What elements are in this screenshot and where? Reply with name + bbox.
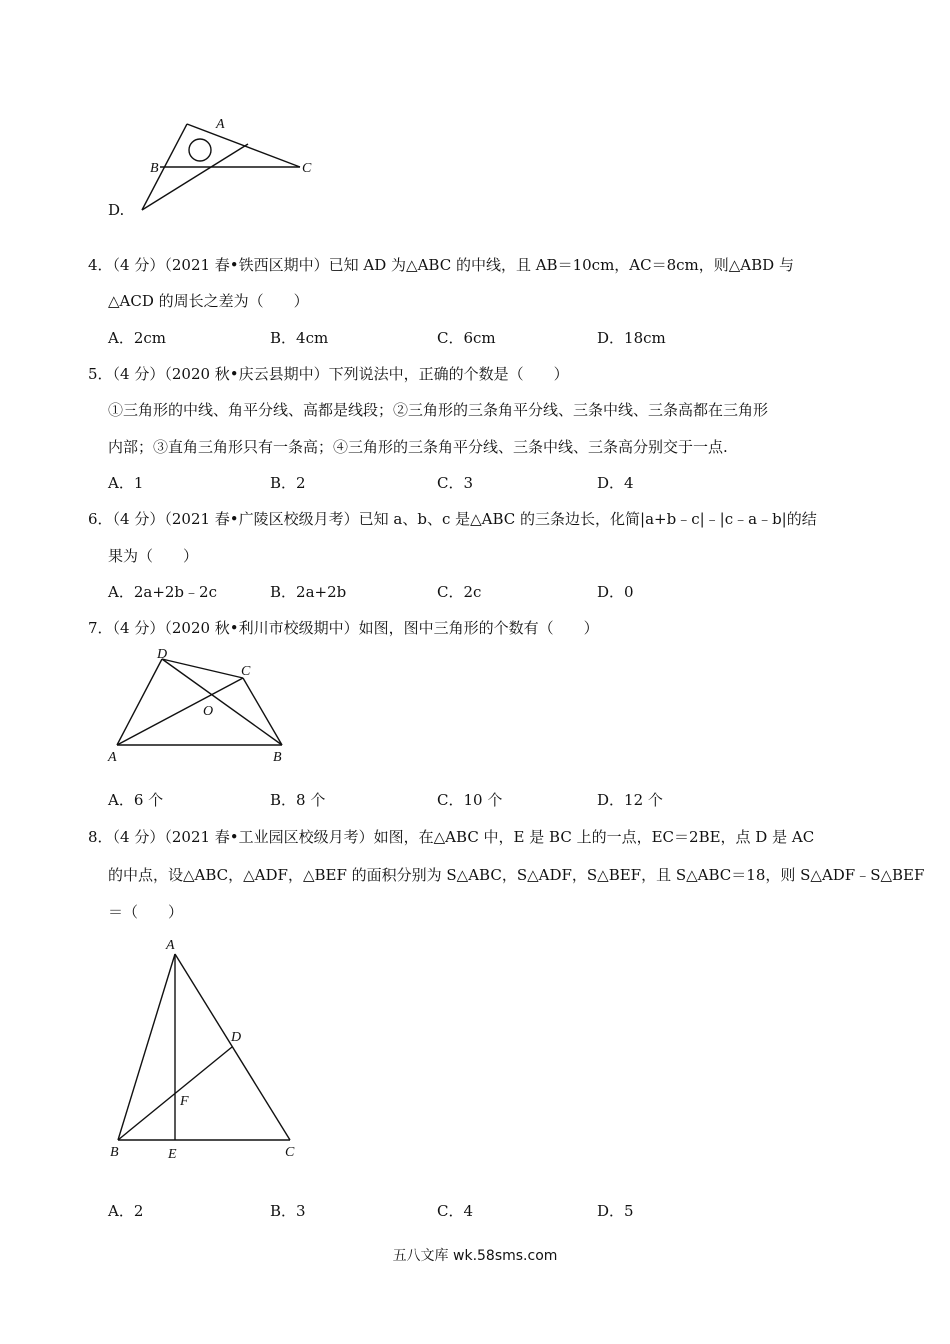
q6-stem-line2: 果为（ ） <box>108 547 199 565</box>
q4-stem-line1: 4．（4 分）（2021 春•铁西区期中）已知 AD 为△ABC 的中线，且 AB＝10cm，AC＝8cm，则△ABD 与 <box>88 256 794 274</box>
q7-option-c: C．10 个 <box>437 791 503 809</box>
q8-stem-line2: 的中点，设△ABC，△ADF，△BEF 的面积分别为 S△ABC，S△ADF，S△BEF，且 S△ABC＝18，则 S△ADF﹣S△BEF <box>108 866 925 884</box>
q8-stem-line3: ＝（ ） <box>108 903 184 921</box>
q7-option-d: D．12 个 <box>597 791 663 809</box>
q3-label-a: A <box>216 117 225 132</box>
footer-watermark: 五八文库 wk.58sms.com <box>392 1248 558 1264</box>
q8-triangle-figure <box>100 930 310 1165</box>
q5-stem-line2: ①三角形的中线、角平分线、高都是线段；②三角形的三条角平分线、三条中线、三条高都在三角形 <box>108 401 769 419</box>
q5-option-a: A．1 <box>108 474 144 492</box>
q7-label-o: O <box>203 704 214 719</box>
q3-label-c: C <box>302 161 312 176</box>
q8-option-b: B．3 <box>270 1202 306 1220</box>
q5-stem-line1: 5．（4 分）（2020 秋•庆云县期中）下列说法中，正确的个数是（ ） <box>88 365 569 383</box>
q4-option-d: D．18cm <box>597 329 666 347</box>
q7-stem-line1: 7．（4 分）（2020 秋•利川市校级期中）如图，图中三角形的个数有（ ） <box>88 619 599 637</box>
q8-label-e: E <box>168 1147 177 1162</box>
q6-option-d: D．0 <box>597 583 634 601</box>
q5-option-d: D．4 <box>597 474 634 492</box>
q7-label-b: B <box>273 750 282 765</box>
q8-label-c: C <box>285 1145 295 1160</box>
q4-option-c: C．6cm <box>437 329 496 347</box>
q8-option-d: D．5 <box>597 1202 634 1220</box>
q5-option-b: B．2 <box>270 474 306 492</box>
q8-option-a: A．2 <box>108 1202 144 1220</box>
q6-option-b: B．2a+2b <box>270 583 347 601</box>
q7-label-a: A <box>108 750 117 765</box>
q8-option-c: C．4 <box>437 1202 474 1220</box>
q5-stem-line3: 内部；③直角三角形只有一条高；④三角形的三条角平分线、三条中线、三条高分别交于一点. <box>108 438 728 456</box>
q4-stem-line2: △ACD 的周长之差为（ ） <box>108 292 309 310</box>
q8-label-b: B <box>110 1145 119 1160</box>
q8-label-a: A <box>166 938 175 953</box>
q6-option-a: A．2a+2b﹣2c <box>108 583 217 601</box>
q8-label-f: F <box>180 1094 189 1109</box>
q8-label-d: D <box>231 1030 242 1045</box>
q3-option-d-figure <box>130 110 330 220</box>
q7-label-d: D <box>157 647 168 662</box>
q6-option-c: C．2c <box>437 583 482 601</box>
q6-stem-line1: 6．（4 分）（2021 春•广陵区校级月考）已知 a、b、c 是△ABC 的三条边长，化简|a+b﹣c|﹣|c﹣a﹣b|的结 <box>88 510 817 528</box>
q5-option-c: C．3 <box>437 474 474 492</box>
q3-option-d-label: D. <box>108 201 125 219</box>
q3-label-b: B <box>150 161 159 176</box>
q4-option-b: B．4cm <box>270 329 329 347</box>
q7-option-a: A．6 个 <box>108 791 164 809</box>
q4-option-a: A．2cm <box>108 329 167 347</box>
q7-option-b: B．8 个 <box>270 791 326 809</box>
q8-stem-line1: 8．（4 分）（2021 春•工业园区校级月考）如图，在△ABC 中，E 是 BC 上的一点，EC＝2BE，点 D 是 AC <box>88 828 815 846</box>
q7-label-c: C <box>241 664 251 679</box>
q7-trapezoid-figure <box>100 642 300 767</box>
